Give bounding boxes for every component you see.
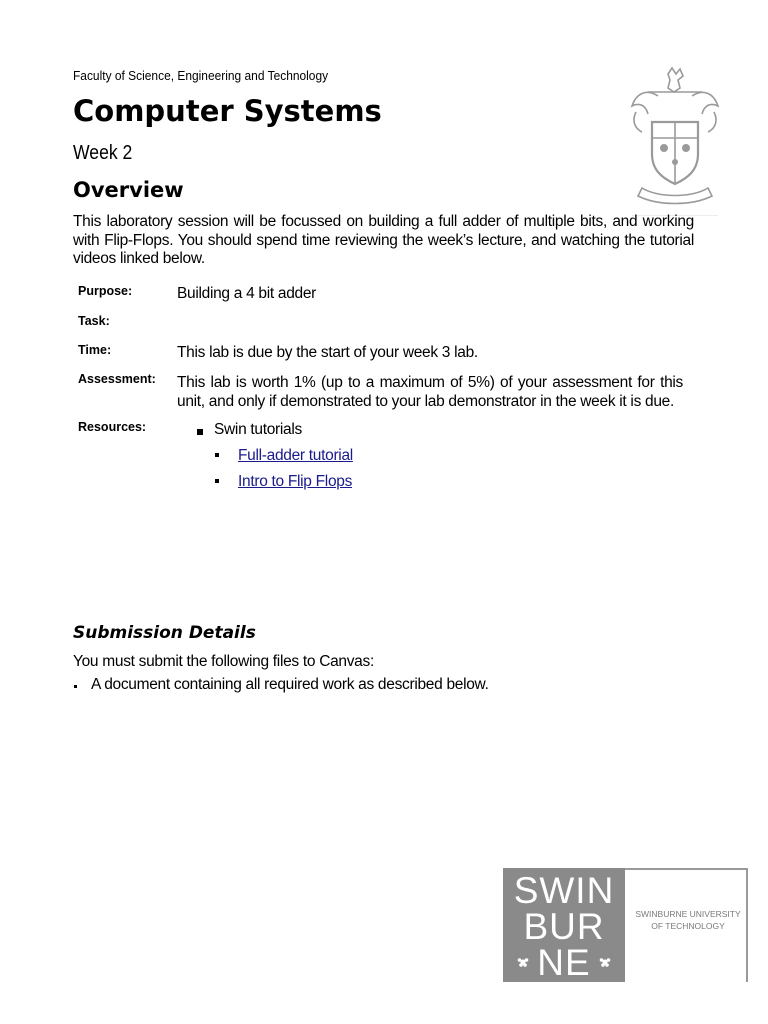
logo-caption-line1: SWINBURNE UNIVERSITY (635, 909, 741, 919)
submission-heading: Submission Details (73, 623, 256, 643)
faculty-name: Faculty of Science, Engineering and Technology (73, 68, 329, 83)
logo-text-bur: BUR (523, 906, 605, 947)
submission-text: You must submit the following files to Canvas: (73, 653, 374, 670)
overview-text: This laboratory session will be focussed on building a full adder of multiple bits, and working with Flip-Flops. You should spend time reviewing the week’s lecture, and watching the tutorial videos linked below. (73, 213, 694, 267)
purpose-label: Purpose: (78, 284, 133, 298)
logo-text-swin: SWIN (513, 870, 615, 911)
bullet-icon (74, 685, 77, 688)
overview-heading: Overview (73, 178, 184, 202)
page-title: Computer Systems (73, 94, 382, 128)
resources-group: Swin tutorials (214, 421, 302, 438)
full-adder-tutorial-link[interactable]: Full-adder tutorial (238, 447, 353, 464)
task-label: Task: (78, 314, 110, 328)
logo-flower-icon (517, 954, 611, 970)
week-label: Week 2 (73, 142, 133, 164)
logo-text-ne: NE (537, 942, 591, 983)
bullet-icon (215, 453, 219, 457)
assessment-value: This lab is worth 1% (up to a maximum of 5%) of your assessment for this unit, and only if demonstrated to your lab demonstrator in the week it is due. (177, 374, 683, 410)
logo-caption (628, 908, 748, 932)
university-crest-icon (628, 66, 722, 216)
logo-caption-line2: OF TECHNOLOGY (651, 921, 725, 931)
assessment-label: Assessment: (78, 372, 156, 386)
purpose-value: Building a 4 bit adder (177, 285, 317, 302)
submission-item: A document containing all required work as described below. (91, 676, 489, 693)
time-label: Time: (78, 343, 112, 357)
flip-flops-tutorial-link[interactable]: Intro to Flip Flops (238, 473, 353, 490)
time-value: This lab is due by the start of your week 3 lab. (177, 344, 478, 361)
bullet-icon (197, 429, 203, 435)
resources-label: Resources: (78, 420, 147, 434)
swinburne-logo (503, 868, 625, 982)
bullet-icon (215, 479, 219, 483)
